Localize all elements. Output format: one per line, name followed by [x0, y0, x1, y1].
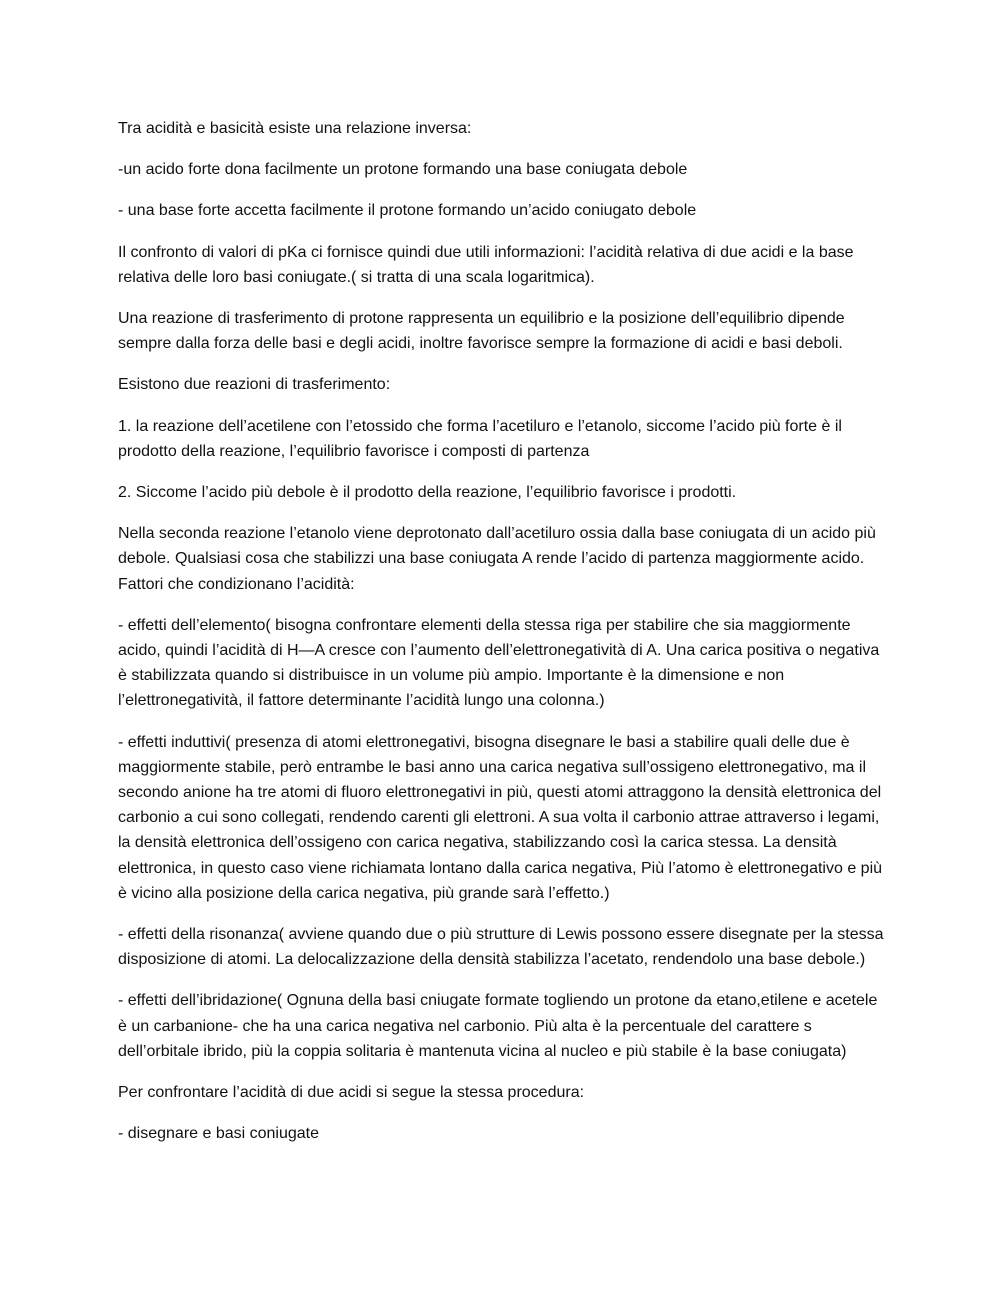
paragraph-draw-bases: - disegnare e basi coniugate	[118, 1125, 320, 1143]
paragraph-element-effects: - effetti dell’elemento( bisogna confrontare elementi della stessa riga per stabilire che sia maggiormente acido, quindi l’acidità di H—A cresce con l’aumento dell’elettronegatività di A. Una carica positiva o negativa è stabilizzata quando si distribuisce in un volume più ampio. Importante è la dimensione e non l’elettronegatività, il fattore determinante l’acidità lungo una colonna.)	[118, 616, 880, 710]
paragraph-inductive-effects: - effetti induttivi( presenza di atomi elettronegativi, bisogna disegnare le basi a stabilire quali delle due è maggiormente stabile, però entrambe le basi anno una carica negativa sull’ossigeno elettronegativo, ma il secondo anione ha tre atomi di fluoro elettronegativi in più, questi atomi attraggono la densità elettronica del carbonio a cui sono collegati, rendendo carenti gli elettroni. A sua volta il carbonio attrae attraverso i legami, la densità elettronica dell’ossigeno con carica negativa, stabilizzando così la carica stessa. La densità elettronica, in questo caso viene richiamata lontano dalla carica negativa, Più l’atomo è elettronegativo e più è vicino alla posizione della carica negativa, più grande sarà l’effetto.)	[118, 733, 883, 902]
paragraph-equilibrium: Una reazione di trasferimento di protone rappresenta un equilibrio e la posizione dell’equilibrio dipende sempre dalla forza delle basi e degli acidi, inoltre favorisce sempre la formazione di acidi e basi deboli.	[118, 310, 845, 353]
paragraph-reaction-1: 1. la reazione dell’acetilene con l’etossido che forma l’acetiluro e l’etanolo, siccome l’acido più forte è il prodotto della reazione, l’equilibrio favorisce i composti di partenza	[118, 417, 842, 460]
paragraph-intro: Tra acidità e basicità esiste una relazione inversa:	[118, 120, 472, 137]
document-page	[118, 116, 888, 1163]
paragraph-resonance-effects: - effetti della risonanza( avviene quando due o più strutture di Lewis possono essere disegnate per la stessa disposizione di atomi. La delocalizzazione della densità stabilizza l’acetato, rendendolo una base debole.)	[118, 926, 884, 969]
paragraph-hybridization-effects: - effetti dell’ibridazione( Ognuna della basi cniugate formate togliendo un protone da etano,etilene e acetele è un carbanione- che ha una carica negativa nel carbonio. Più alta è la percentuale del carattere s dell’orbitale ibrido, più la coppia solitaria è mantenuta vicina al nucleo e più stabile è la base coniugata)	[118, 992, 878, 1060]
paragraph-compare-procedure: Per confrontare l’acidità di due acidi si segue la stessa procedura:	[118, 1084, 585, 1102]
paragraph-pka: Il confronto di valori di pKa ci fornisce quindi due utili informazioni: l’acidità relativa di due acidi e la base relativa delle loro basi coniugate.( si tratta di una scala logaritmica).	[118, 243, 854, 286]
paragraph-strong-base: - una base forte accetta facilmente il protone formando un’acido coniugato debole	[118, 202, 697, 220]
paragraph-strong-acid: -un acido forte dona facilmente un protone formando una base coniugata debole	[118, 161, 688, 179]
paragraph-second-reaction: Nella seconda reazione l’etanolo viene deprotonato dall’acetiluro ossia dalla base coniugata di un acido più debole. Qualsiasi cosa che stabilizzi una base coniugata A rende l’acido di partenza maggiormente acido. Fattori che condizionano l’acidità:	[118, 525, 876, 593]
paragraph-reaction-2: 2. Siccome l’acido più debole è il prodotto della reazione, l’equilibrio favorisce i prodotti.	[118, 484, 737, 502]
paragraph-two-reactions: Esistono due reazioni di trasferimento:	[118, 376, 391, 394]
